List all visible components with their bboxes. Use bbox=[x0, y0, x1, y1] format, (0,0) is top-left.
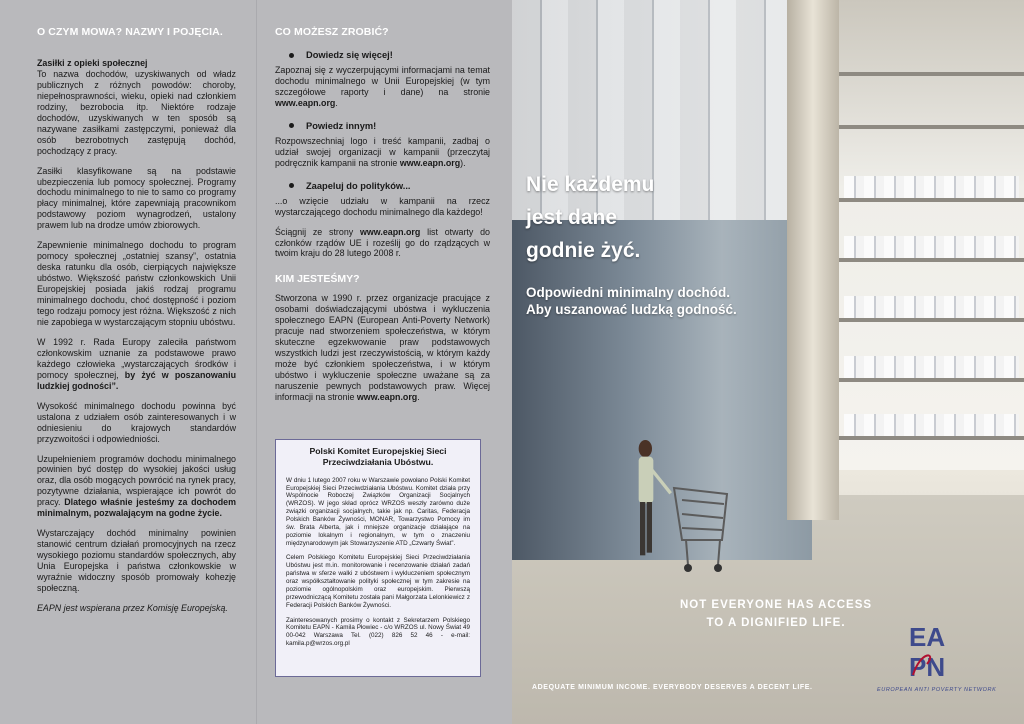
paragraph-text: W 1992 r. Rada Europy zaleciła państwom członkowskim uznanie za podstawowe prawo każdego człowieka „wystarczających środków i pomocy społecznej, bbox=[37, 336, 236, 380]
shelf-plank bbox=[834, 378, 1024, 382]
slogan-line: NOT EVERYONE HAS ACCESS bbox=[679, 599, 873, 611]
shelf-plank bbox=[834, 318, 1024, 322]
shopping-cart-icon bbox=[672, 480, 732, 575]
shelf-plank bbox=[834, 436, 1024, 440]
paragraph: Stworzona w 1990 r. przez organizacje pracujące z osobami doświadczającymi ubóstwa i wykluczenia społecznego EAPN (European Anti-Poverty Network) pracuje nad stworzeniem społeczeństwa, w którym skuteczne egzekwowanie praw podstawowych wszystkich ludzi jest rzeczywistością, w którym każdy może być członkiem społeczeństwa, i w którym ubóstwo i wykluczenie społeczne uważane są za naruszenie pewnych podstawowych praw. Więcej informacji na stronie www.eapn.org. bbox=[275, 293, 490, 403]
paragraph: Wystarczający dochód minimalny powinien stanowić centrum działań promocyjnych na rzecz wysokiego poziomu standardów społecznych, aby Unia Europejska i państwa członkowskie w wyraźnie widoczny sposób promowały kohezję społeczną. bbox=[37, 528, 236, 593]
shelf-pillar bbox=[787, 0, 839, 520]
paragraph: To nazwa dochodów, uzyskiwanych od władz publicznych z różnych powodów: choroby, niepełnosprawności, wieku, opieki nad członkiem rodziny, bezrobocia itp. Niektóre rodzaje dochodów, uzyskiwanych w ten sposób są nazywane zasiłkami zastępczymi, ponieważ dla osób bezrobotnych zastępują dochód, pochodzący z pracy. bbox=[37, 68, 236, 156]
paragraph bbox=[37, 454, 236, 520]
paragraph: Zapewnienie minimalnego dochodu to program pomocy społecznej „ostatniej szansy”, ostatnia deska ratunku dla osób, cierpiących największe ubóstwo. Większość państw członkowskich Unii Europejskiej posiada jakiś rodzaj programu minimalnego dochodu, choć dostępność i poziom tego rodzaju pomocy jest różna. Większość z nich nie zapobiega w wystarczającym stopniu ubóstwu. bbox=[37, 240, 236, 327]
paragraph: W dniu 1 lutego 2007 roku w Warszawie powołano Polski Komitet Europejskiej Sieci Przeciwdziałania Ubóstwu. Komitet działa przy Wspólnocie Roboczej Związków Organizacji Socjalnych (WRZOS). W jego skład oprócz WRZOS weszły zarówno duże związki organizacji socjalnych, takie jak np. Caritas, Federacja Polskich Banków Żywności, MONAR, Towarzystwo Pomocy im św. Brata Alberta, jak i mniejsze organizacje działające na poziomie lokalnym i regionalnym, w tym o znaczeniu międzynarodowym jak Stowarzyszenie ATD „Czwarty Świat”. bbox=[286, 476, 470, 547]
shelf-plank bbox=[834, 72, 1024, 76]
subheadline-line: Odpowiedni minimalny dochód. bbox=[526, 285, 731, 300]
paragraph: Zainteresowanych prosimy o kontakt z Sekretarzem Polskiego Komitetu EAPN - Kamila Płowiec - c/o WRZOS ul. Nowy Świat 49 00-042 Warszawa Tel. (022) 826 52 46 - e-mail: kamila.p@wrzos.org.pl bbox=[286, 616, 470, 648]
cover-headline bbox=[526, 168, 654, 267]
box-title: Polski Komitet Europejskiej Sieci Przeciwdziałania Ubóstwu. bbox=[309, 446, 447, 467]
bullet-label: Powiedz innym! bbox=[306, 120, 377, 131]
paragraph: Zasiłki klasyfikowane są na podstawie ubezpieczenia lub pomocy społecznej. Programy dochodu minimalnego to nie to samo co programy płacy minimalnej, które zapewniają pracownikom podstawowy poziom wynagrodzeń, ustalony prawem lub na drodze umów zbiorowych. bbox=[37, 165, 236, 231]
bullet-heading bbox=[275, 121, 490, 131]
link[interactable]: www.eapn.org bbox=[359, 226, 421, 237]
shelf-plank bbox=[834, 258, 1024, 262]
section-heading: O CZYM MOWA? NAZWY I POJĘCIA. bbox=[37, 26, 223, 38]
headline-line: Nie każdemu bbox=[526, 173, 655, 196]
paragraph-text: Rozpowszechniaj logo i treść kampanii, zadbaj o udział swojej organizacji w kampanii (przeczytaj podręcznik kampanii na stronie bbox=[275, 135, 490, 168]
headline-line: jest dane bbox=[526, 206, 618, 229]
paragraph-emphasis: Dlatego właśnie jesteśmy za dochodem minimalnym, pozwalającym na godne życie. bbox=[37, 497, 236, 519]
logo-text: PN bbox=[909, 652, 946, 680]
bullet-label: Dowiedz się więcej! bbox=[306, 50, 393, 60]
paragraph: Rozpowszechniaj logo i treść kampanii, zadbaj o udział swojej organizacji w kampanii (przeczytaj podręcznik kampanii na stronie www.eapn.org). bbox=[275, 135, 490, 168]
shelf-products bbox=[844, 414, 1019, 436]
girl-with-cart-figure bbox=[632, 405, 672, 595]
paragraph bbox=[37, 337, 236, 392]
shelf-plank bbox=[834, 198, 1024, 202]
eapn-logo bbox=[907, 620, 967, 680]
subheadline-line: Aby uszanować ludzką godność. bbox=[526, 302, 737, 317]
section-heading: CO MOŻESZ ZROBIĆ? bbox=[275, 26, 389, 38]
paragraph-text: Stworzona w 1990 r. przez organizacje pracujące z osobami doświadczającymi ubóstwa i wykluczenia społecznego EAPN (European Anti-Poverty Network) pracuje nad stworzeniem społeczeństwa, w którym skuteczne egzekwowanie praw podstawowych wszystkich ludzi jest rzeczywistością, w którym każdy może być członkiem społeczeństwa, i w którym ubóstwo i wykluczenie społeczne uważane są za naruszenie pewnych podstawowych praw. Więcej informacji na stronie bbox=[275, 293, 490, 403]
paragraph-text: Zapoznaj się z wyczerpującymi informacjami na temat dochodu minimalnego w Unii Europejskiej (w tym szczegółowe raporty i dane) na stronie bbox=[275, 65, 490, 97]
shelf-products bbox=[844, 236, 1019, 258]
shelf-products bbox=[844, 356, 1019, 378]
slogan-line: TO A DIGNIFIED LIFE. bbox=[706, 617, 846, 629]
paragraph: Wysokość minimalnego dochodu powinna być ustalona z udziałem osób zainteresowanych i w odniesieniu do krajowych standardów przyzwoitości i odpowiedniości. bbox=[37, 400, 236, 444]
paragraph: ...o wzięcie udziału w kampanii na rzecz wystarczającego dochodu minimalnego dla każdego! bbox=[275, 195, 490, 217]
left-column bbox=[0, 0, 256, 724]
link[interactable]: www.eapn.org bbox=[275, 97, 336, 108]
headline-line: godnie żyć. bbox=[526, 239, 641, 262]
paragraph-emphasis: by żyć w poszanowaniu ludzkiej godności”. bbox=[37, 369, 236, 391]
bullet-icon bbox=[289, 53, 294, 58]
middle-column bbox=[256, 0, 512, 724]
bullet-heading bbox=[275, 181, 490, 191]
bullet-label: Zaapeluj do polityków... bbox=[306, 180, 411, 191]
english-slogan bbox=[676, 596, 876, 632]
shelf-plank bbox=[834, 125, 1024, 129]
link[interactable]: www.eapn.org bbox=[399, 157, 461, 168]
committee-box bbox=[275, 439, 481, 677]
shelf-products bbox=[844, 296, 1019, 318]
paragraph-text: Ściągnij ze strony bbox=[275, 226, 360, 237]
bullet-icon bbox=[289, 183, 294, 188]
section-heading: KIM JESTEŚMY? bbox=[275, 273, 360, 286]
footer-note: EAPN jest wspierana przez Komisję Europejską. bbox=[37, 602, 228, 613]
paragraph: Celem Polskiego Komitetu Europejskiej Sieci Przeciwdziałania Ubóstwu jest m.in. monitorowanie i recenzowanie działań zadań państwa w sferze walki z ubóstwem i wykluczeniem społecznym oraz współkształtowanie polityki społecznej w tym zakresie na poziomie ogólnopolskim oraz europejskim. Pierwszą przewodniczącą Komitetu została pani Małgorzata Lelonkiewicz z Federacji Polskich Banków Żywności. bbox=[286, 554, 470, 609]
paragraph-text: Uzupełnieniem programów dochodu minimalnego powinien być dostęp do wysokiej jakości usług oraz, dla osób mogących powrócić na rynek pracy, pozytywne działania, wspierające ich powrót do pracy. bbox=[37, 453, 236, 508]
shelf-background bbox=[834, 0, 1024, 470]
english-tagline: ADEQUATE MINIMUM INCOME. EVERYBODY DESERVES A DECENT LIFE. bbox=[532, 684, 813, 691]
bullet-heading bbox=[275, 50, 490, 60]
cover-panel bbox=[512, 0, 1024, 724]
subheading: Zasiłki z opieki społecznej bbox=[37, 58, 148, 68]
paragraph-text: list otwarty do członków rządów UE i roześlij go do rządzących w twoim kraju do 28 lutego 2008 r. bbox=[275, 226, 490, 259]
bullet-icon bbox=[289, 123, 294, 128]
cover-subheadline bbox=[526, 284, 737, 318]
logo-text: EA bbox=[909, 622, 946, 652]
paragraph: Zapoznaj się z wyczerpującymi informacjami na temat dochodu minimalnego w Unii Europejskiej (w tym szczegółowe raporty i dane) na stronie www.eapn.org. bbox=[275, 65, 490, 108]
paragraph bbox=[275, 227, 490, 260]
link[interactable]: www.eapn.org bbox=[356, 392, 418, 403]
shelf-products bbox=[844, 176, 1019, 198]
logo-caption: EUROPEAN ANTI POVERTY NETWORK bbox=[877, 687, 997, 693]
